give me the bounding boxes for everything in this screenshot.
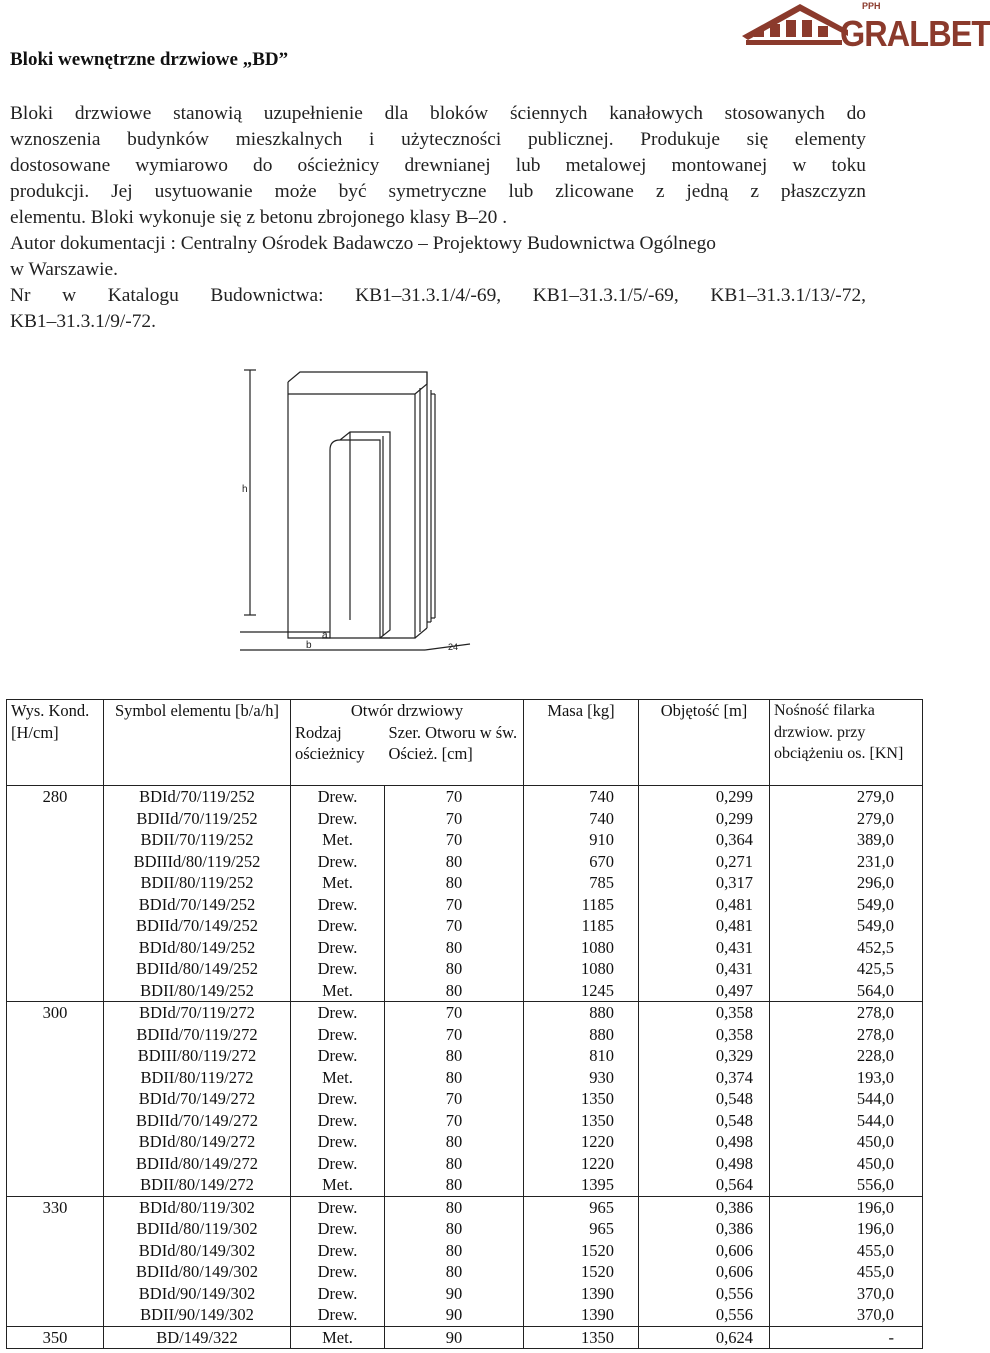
cell-frame-type: Met. bbox=[291, 1326, 385, 1349]
cell-symbol: BDId/80/149/252 bbox=[104, 937, 291, 959]
cell-symbol: BDId/70/149/272 bbox=[104, 1088, 291, 1110]
table-row bbox=[7, 937, 923, 959]
cell-mass: 880 bbox=[524, 1002, 639, 1024]
cell-capacity: 370,0 bbox=[770, 1283, 923, 1305]
cell-capacity: 193,0 bbox=[770, 1067, 923, 1089]
cell-volume: 0,358 bbox=[639, 1024, 770, 1046]
table-row bbox=[7, 1110, 923, 1132]
table-row bbox=[7, 1218, 923, 1240]
cell-symbol: BDII/80/119/272 bbox=[104, 1067, 291, 1089]
header-mass: Masa [kg] bbox=[524, 700, 639, 786]
table-row bbox=[7, 1240, 923, 1262]
cell-volume: 0,556 bbox=[639, 1283, 770, 1305]
paragraph-line: produkcji. Jej usytuowanie może być symetryczne lub zlicowane z jedną z płaszczyzn bbox=[10, 181, 866, 202]
cell-capacity: 549,0 bbox=[770, 894, 923, 916]
cell-frame-type: Drew. bbox=[291, 1196, 385, 1218]
cell-frame-type: Drew. bbox=[291, 1240, 385, 1262]
cell-frame-type: Drew. bbox=[291, 1088, 385, 1110]
cell-volume: 0,374 bbox=[639, 1067, 770, 1089]
cell-volume: 0,606 bbox=[639, 1261, 770, 1283]
header-capacity: Nośność filarka drzwiow. przy obciążeniu os. [KN] bbox=[770, 700, 923, 786]
cell-opening-width: 70 bbox=[385, 808, 524, 830]
cell-capacity: 196,0 bbox=[770, 1196, 923, 1218]
cell-symbol: BDII/80/149/272 bbox=[104, 1174, 291, 1196]
cell-symbol: BDId/70/119/272 bbox=[104, 1002, 291, 1024]
drawing-label-b: b bbox=[306, 640, 312, 651]
cell-opening-width: 90 bbox=[385, 1326, 524, 1349]
cell-opening-width: 70 bbox=[385, 829, 524, 851]
cell-frame-type: Drew. bbox=[291, 1024, 385, 1046]
cell-opening-width: 80 bbox=[385, 980, 524, 1002]
cell-frame-type: Met. bbox=[291, 1067, 385, 1089]
cell-volume: 0,317 bbox=[639, 872, 770, 894]
cell-opening-width: 90 bbox=[385, 1283, 524, 1305]
cell-volume: 0,386 bbox=[639, 1196, 770, 1218]
cell-capacity: 544,0 bbox=[770, 1088, 923, 1110]
cell-symbol: BDII/90/149/302 bbox=[104, 1304, 291, 1326]
table-row bbox=[7, 1088, 923, 1110]
table-row bbox=[7, 851, 923, 873]
paragraph-line: KB1–31.3.1/9/-72. bbox=[10, 311, 156, 332]
cell-frame-type: Drew. bbox=[291, 937, 385, 959]
cell-opening-width: 70 bbox=[385, 894, 524, 916]
cell-symbol: BDId/80/149/302 bbox=[104, 1240, 291, 1262]
cell-volume: 0,481 bbox=[639, 894, 770, 916]
cell-symbol: BDId/90/149/302 bbox=[104, 1283, 291, 1305]
table-row bbox=[7, 1196, 923, 1218]
cell-opening-width: 70 bbox=[385, 786, 524, 808]
logo-brand: GRALBET bbox=[840, 13, 990, 54]
cell-mass: 785 bbox=[524, 872, 639, 894]
description-paragraph bbox=[10, 101, 866, 231]
cell-opening-width: 80 bbox=[385, 1045, 524, 1067]
cell-frame-type: Met. bbox=[291, 872, 385, 894]
cell-frame-type: Drew. bbox=[291, 1283, 385, 1305]
cell-volume: 0,498 bbox=[639, 1131, 770, 1153]
cell-mass: 1220 bbox=[524, 1153, 639, 1175]
table-row bbox=[7, 980, 923, 1002]
cell-opening-width: 90 bbox=[385, 1304, 524, 1326]
cell-symbol: BDId/70/119/252 bbox=[104, 786, 291, 808]
cell-opening-width: 80 bbox=[385, 872, 524, 894]
cell-volume: 0,364 bbox=[639, 829, 770, 851]
cell-mass: 740 bbox=[524, 786, 639, 808]
cell-symbol: BDIIId/80/119/252 bbox=[104, 851, 291, 873]
cell-mass: 1350 bbox=[524, 1110, 639, 1132]
cell-mass: 1080 bbox=[524, 937, 639, 959]
cell-mass: 1185 bbox=[524, 915, 639, 937]
cell-mass: 965 bbox=[524, 1196, 639, 1218]
paragraph-line: w Warszawie. bbox=[10, 259, 118, 280]
cell-opening-width: 80 bbox=[385, 958, 524, 980]
cell-capacity: 296,0 bbox=[770, 872, 923, 894]
cell-volume: 0,564 bbox=[639, 1174, 770, 1196]
page-title: Bloki wewnętrzne drzwiowe „BD” bbox=[10, 49, 289, 70]
header-volume: Objętość [m] bbox=[639, 700, 770, 786]
cell-mass: 1245 bbox=[524, 980, 639, 1002]
table-row bbox=[7, 808, 923, 830]
paragraph-line: Nr w Katalogu Budownictwa: KB1–31.3.1/4/-69, KB1–31.3.1/5/-69, KB1–31.3.1/13/-72, bbox=[10, 285, 866, 306]
cell-opening-width: 80 bbox=[385, 1240, 524, 1262]
cell-capacity: 450,0 bbox=[770, 1153, 923, 1175]
cell-opening-width: 70 bbox=[385, 1110, 524, 1132]
cell-volume: 0,481 bbox=[639, 915, 770, 937]
cell-volume: 0,329 bbox=[639, 1045, 770, 1067]
cell-mass: 670 bbox=[524, 851, 639, 873]
cell-volume: 0,624 bbox=[639, 1326, 770, 1349]
cell-height-group: 330 bbox=[7, 1196, 104, 1326]
cell-mass: 1390 bbox=[524, 1283, 639, 1305]
cell-mass: 1520 bbox=[524, 1240, 639, 1262]
cell-capacity: 278,0 bbox=[770, 1002, 923, 1024]
cell-mass: 1395 bbox=[524, 1174, 639, 1196]
house-roof-icon bbox=[740, 0, 850, 56]
cell-symbol: BDIII/80/119/272 bbox=[104, 1045, 291, 1067]
cell-opening-width: 80 bbox=[385, 1153, 524, 1175]
cell-frame-type: Drew. bbox=[291, 1110, 385, 1132]
table-row bbox=[7, 1174, 923, 1196]
table-row bbox=[7, 1024, 923, 1046]
specification-table bbox=[6, 699, 923, 1349]
table-row bbox=[7, 1261, 923, 1283]
cell-symbol: BDIId/80/149/252 bbox=[104, 958, 291, 980]
cell-capacity: 228,0 bbox=[770, 1045, 923, 1067]
paragraph-line: Bloki drzwiowe stanowią uzupełnienie dla bloków ściennych kanałowych stosowanych do bbox=[10, 103, 866, 124]
paragraph-line: wznoszenia budynków mieszkalnych i użyteczności publicznej. Produkuje się elementy bbox=[10, 129, 866, 150]
cell-frame-type: Drew. bbox=[291, 1218, 385, 1240]
cell-symbol: BDIId/70/149/272 bbox=[104, 1110, 291, 1132]
cell-frame-type: Drew. bbox=[291, 1045, 385, 1067]
cell-volume: 0,556 bbox=[639, 1304, 770, 1326]
cell-frame-type: Met. bbox=[291, 1174, 385, 1196]
cell-capacity: 564,0 bbox=[770, 980, 923, 1002]
author-paragraph bbox=[10, 231, 866, 283]
cell-height-group: 350 bbox=[7, 1326, 104, 1349]
cell-volume: 0,497 bbox=[639, 980, 770, 1002]
cell-opening-width: 80 bbox=[385, 1131, 524, 1153]
table-row bbox=[7, 958, 923, 980]
cell-opening-width: 70 bbox=[385, 1024, 524, 1046]
cell-symbol: BDIId/70/119/272 bbox=[104, 1024, 291, 1046]
header-symbol: Symbol elementu [b/a/h] bbox=[104, 700, 291, 786]
cell-capacity: 278,0 bbox=[770, 1024, 923, 1046]
cell-symbol: BDII/80/149/252 bbox=[104, 980, 291, 1002]
cell-volume: 0,386 bbox=[639, 1218, 770, 1240]
cell-capacity: 231,0 bbox=[770, 851, 923, 873]
header-frame-type: Rodzaj ościeżnicy bbox=[291, 722, 385, 786]
cell-volume: 0,548 bbox=[639, 1110, 770, 1132]
cell-frame-type: Drew. bbox=[291, 1002, 385, 1024]
cell-opening-width: 70 bbox=[385, 1002, 524, 1024]
catalog-paragraph bbox=[10, 283, 866, 335]
door-block-drawing bbox=[230, 360, 490, 660]
cell-capacity: 425,5 bbox=[770, 958, 923, 980]
cell-mass: 1220 bbox=[524, 1131, 639, 1153]
cell-capacity: 370,0 bbox=[770, 1304, 923, 1326]
table-row bbox=[7, 1153, 923, 1175]
cell-frame-type: Drew. bbox=[291, 786, 385, 808]
table-row bbox=[7, 1067, 923, 1089]
cell-symbol: BDII/70/119/252 bbox=[104, 829, 291, 851]
cell-mass: 1185 bbox=[524, 894, 639, 916]
cell-mass: 1350 bbox=[524, 1088, 639, 1110]
cell-symbol: BDId/80/149/272 bbox=[104, 1131, 291, 1153]
cell-frame-type: Drew. bbox=[291, 851, 385, 873]
cell-opening-width: 80 bbox=[385, 851, 524, 873]
paragraph-line: Autor dokumentacji : Centralny Ośrodek Badawczo – Projektowy Budownictwa Ogólnego bbox=[10, 233, 716, 254]
header-door-opening: Otwór drzwiowy bbox=[291, 700, 524, 722]
cell-capacity: 450,0 bbox=[770, 1131, 923, 1153]
table-row bbox=[7, 1131, 923, 1153]
cell-volume: 0,299 bbox=[639, 786, 770, 808]
cell-mass: 1390 bbox=[524, 1304, 639, 1326]
cell-mass: 1350 bbox=[524, 1326, 639, 1349]
cell-volume: 0,358 bbox=[639, 1002, 770, 1024]
cell-frame-type: Drew. bbox=[291, 894, 385, 916]
table-row bbox=[7, 786, 923, 808]
cell-frame-type: Drew. bbox=[291, 808, 385, 830]
table-row bbox=[7, 1326, 923, 1349]
cell-capacity: 455,0 bbox=[770, 1240, 923, 1262]
cell-frame-type: Drew. bbox=[291, 915, 385, 937]
cell-capacity: 549,0 bbox=[770, 915, 923, 937]
cell-symbol: BDId/70/149/252 bbox=[104, 894, 291, 916]
cell-mass: 740 bbox=[524, 808, 639, 830]
company-logo bbox=[740, 0, 990, 56]
drawing-label-a: a bbox=[322, 630, 328, 641]
cell-capacity: 279,0 bbox=[770, 786, 923, 808]
cell-frame-type: Drew. bbox=[291, 958, 385, 980]
cell-capacity: 279,0 bbox=[770, 808, 923, 830]
table-row bbox=[7, 915, 923, 937]
cell-opening-width: 80 bbox=[385, 1196, 524, 1218]
cell-volume: 0,431 bbox=[639, 937, 770, 959]
cell-symbol: BDII/80/119/252 bbox=[104, 872, 291, 894]
cell-mass: 1080 bbox=[524, 958, 639, 980]
cell-frame-type: Drew. bbox=[291, 1131, 385, 1153]
cell-symbol: BDIId/80/149/302 bbox=[104, 1261, 291, 1283]
cell-symbol: BDIId/80/119/302 bbox=[104, 1218, 291, 1240]
cell-capacity: - bbox=[770, 1326, 923, 1349]
cell-volume: 0,498 bbox=[639, 1153, 770, 1175]
cell-capacity: 452,5 bbox=[770, 937, 923, 959]
cell-capacity: 389,0 bbox=[770, 829, 923, 851]
cell-frame-type: Drew. bbox=[291, 1153, 385, 1175]
cell-opening-width: 70 bbox=[385, 1088, 524, 1110]
cell-volume: 0,606 bbox=[639, 1240, 770, 1262]
table-row bbox=[7, 1002, 923, 1024]
cell-symbol: BDIId/70/119/252 bbox=[104, 808, 291, 830]
header-height: Wys. Kond. [H/cm] bbox=[7, 700, 104, 786]
cell-opening-width: 80 bbox=[385, 1261, 524, 1283]
cell-volume: 0,271 bbox=[639, 851, 770, 873]
cell-volume: 0,548 bbox=[639, 1088, 770, 1110]
cell-mass: 880 bbox=[524, 1024, 639, 1046]
paragraph-line: elementu. Bloki wykonuje się z betonu zbrojonego klasy B–20 . bbox=[10, 207, 508, 228]
cell-symbol: BD/149/322 bbox=[104, 1326, 291, 1349]
cell-frame-type: Drew. bbox=[291, 1304, 385, 1326]
table-row bbox=[7, 1283, 923, 1305]
cell-opening-width: 80 bbox=[385, 1218, 524, 1240]
drawing-label-depth: 24 bbox=[448, 642, 459, 652]
cell-mass: 810 bbox=[524, 1045, 639, 1067]
cell-mass: 910 bbox=[524, 829, 639, 851]
cell-capacity: 544,0 bbox=[770, 1110, 923, 1132]
cell-mass: 930 bbox=[524, 1067, 639, 1089]
cell-frame-type: Met. bbox=[291, 980, 385, 1002]
cell-mass: 1520 bbox=[524, 1261, 639, 1283]
cell-symbol: BDIId/80/149/272 bbox=[104, 1153, 291, 1175]
cell-opening-width: 70 bbox=[385, 915, 524, 937]
logo-prefix: PPH bbox=[862, 1, 881, 11]
table-row bbox=[7, 894, 923, 916]
cell-frame-type: Met. bbox=[291, 829, 385, 851]
table-row bbox=[7, 1045, 923, 1067]
cell-opening-width: 80 bbox=[385, 1067, 524, 1089]
table-row bbox=[7, 1304, 923, 1326]
cell-opening-width: 80 bbox=[385, 937, 524, 959]
cell-capacity: 455,0 bbox=[770, 1261, 923, 1283]
cell-opening-width: 80 bbox=[385, 1174, 524, 1196]
table-row bbox=[7, 829, 923, 851]
cell-height-group: 280 bbox=[7, 786, 104, 1002]
cell-symbol: BDIId/70/149/252 bbox=[104, 915, 291, 937]
table-row bbox=[7, 872, 923, 894]
cell-height-group: 300 bbox=[7, 1002, 104, 1197]
drawing-label-h: h bbox=[242, 484, 248, 495]
cell-volume: 0,299 bbox=[639, 808, 770, 830]
cell-symbol: BDId/80/119/302 bbox=[104, 1196, 291, 1218]
cell-mass: 965 bbox=[524, 1218, 639, 1240]
cell-capacity: 196,0 bbox=[770, 1218, 923, 1240]
paragraph-line: dostosowane wymiarowo do ościeżnicy drewnianej lub metalowej montowanej w toku bbox=[10, 155, 866, 176]
cell-frame-type: Drew. bbox=[291, 1261, 385, 1283]
cell-capacity: 556,0 bbox=[770, 1174, 923, 1196]
header-opening-width: Szer. Otworu w św. Oścież. [cm] bbox=[388, 722, 518, 763]
cell-volume: 0,431 bbox=[639, 958, 770, 980]
